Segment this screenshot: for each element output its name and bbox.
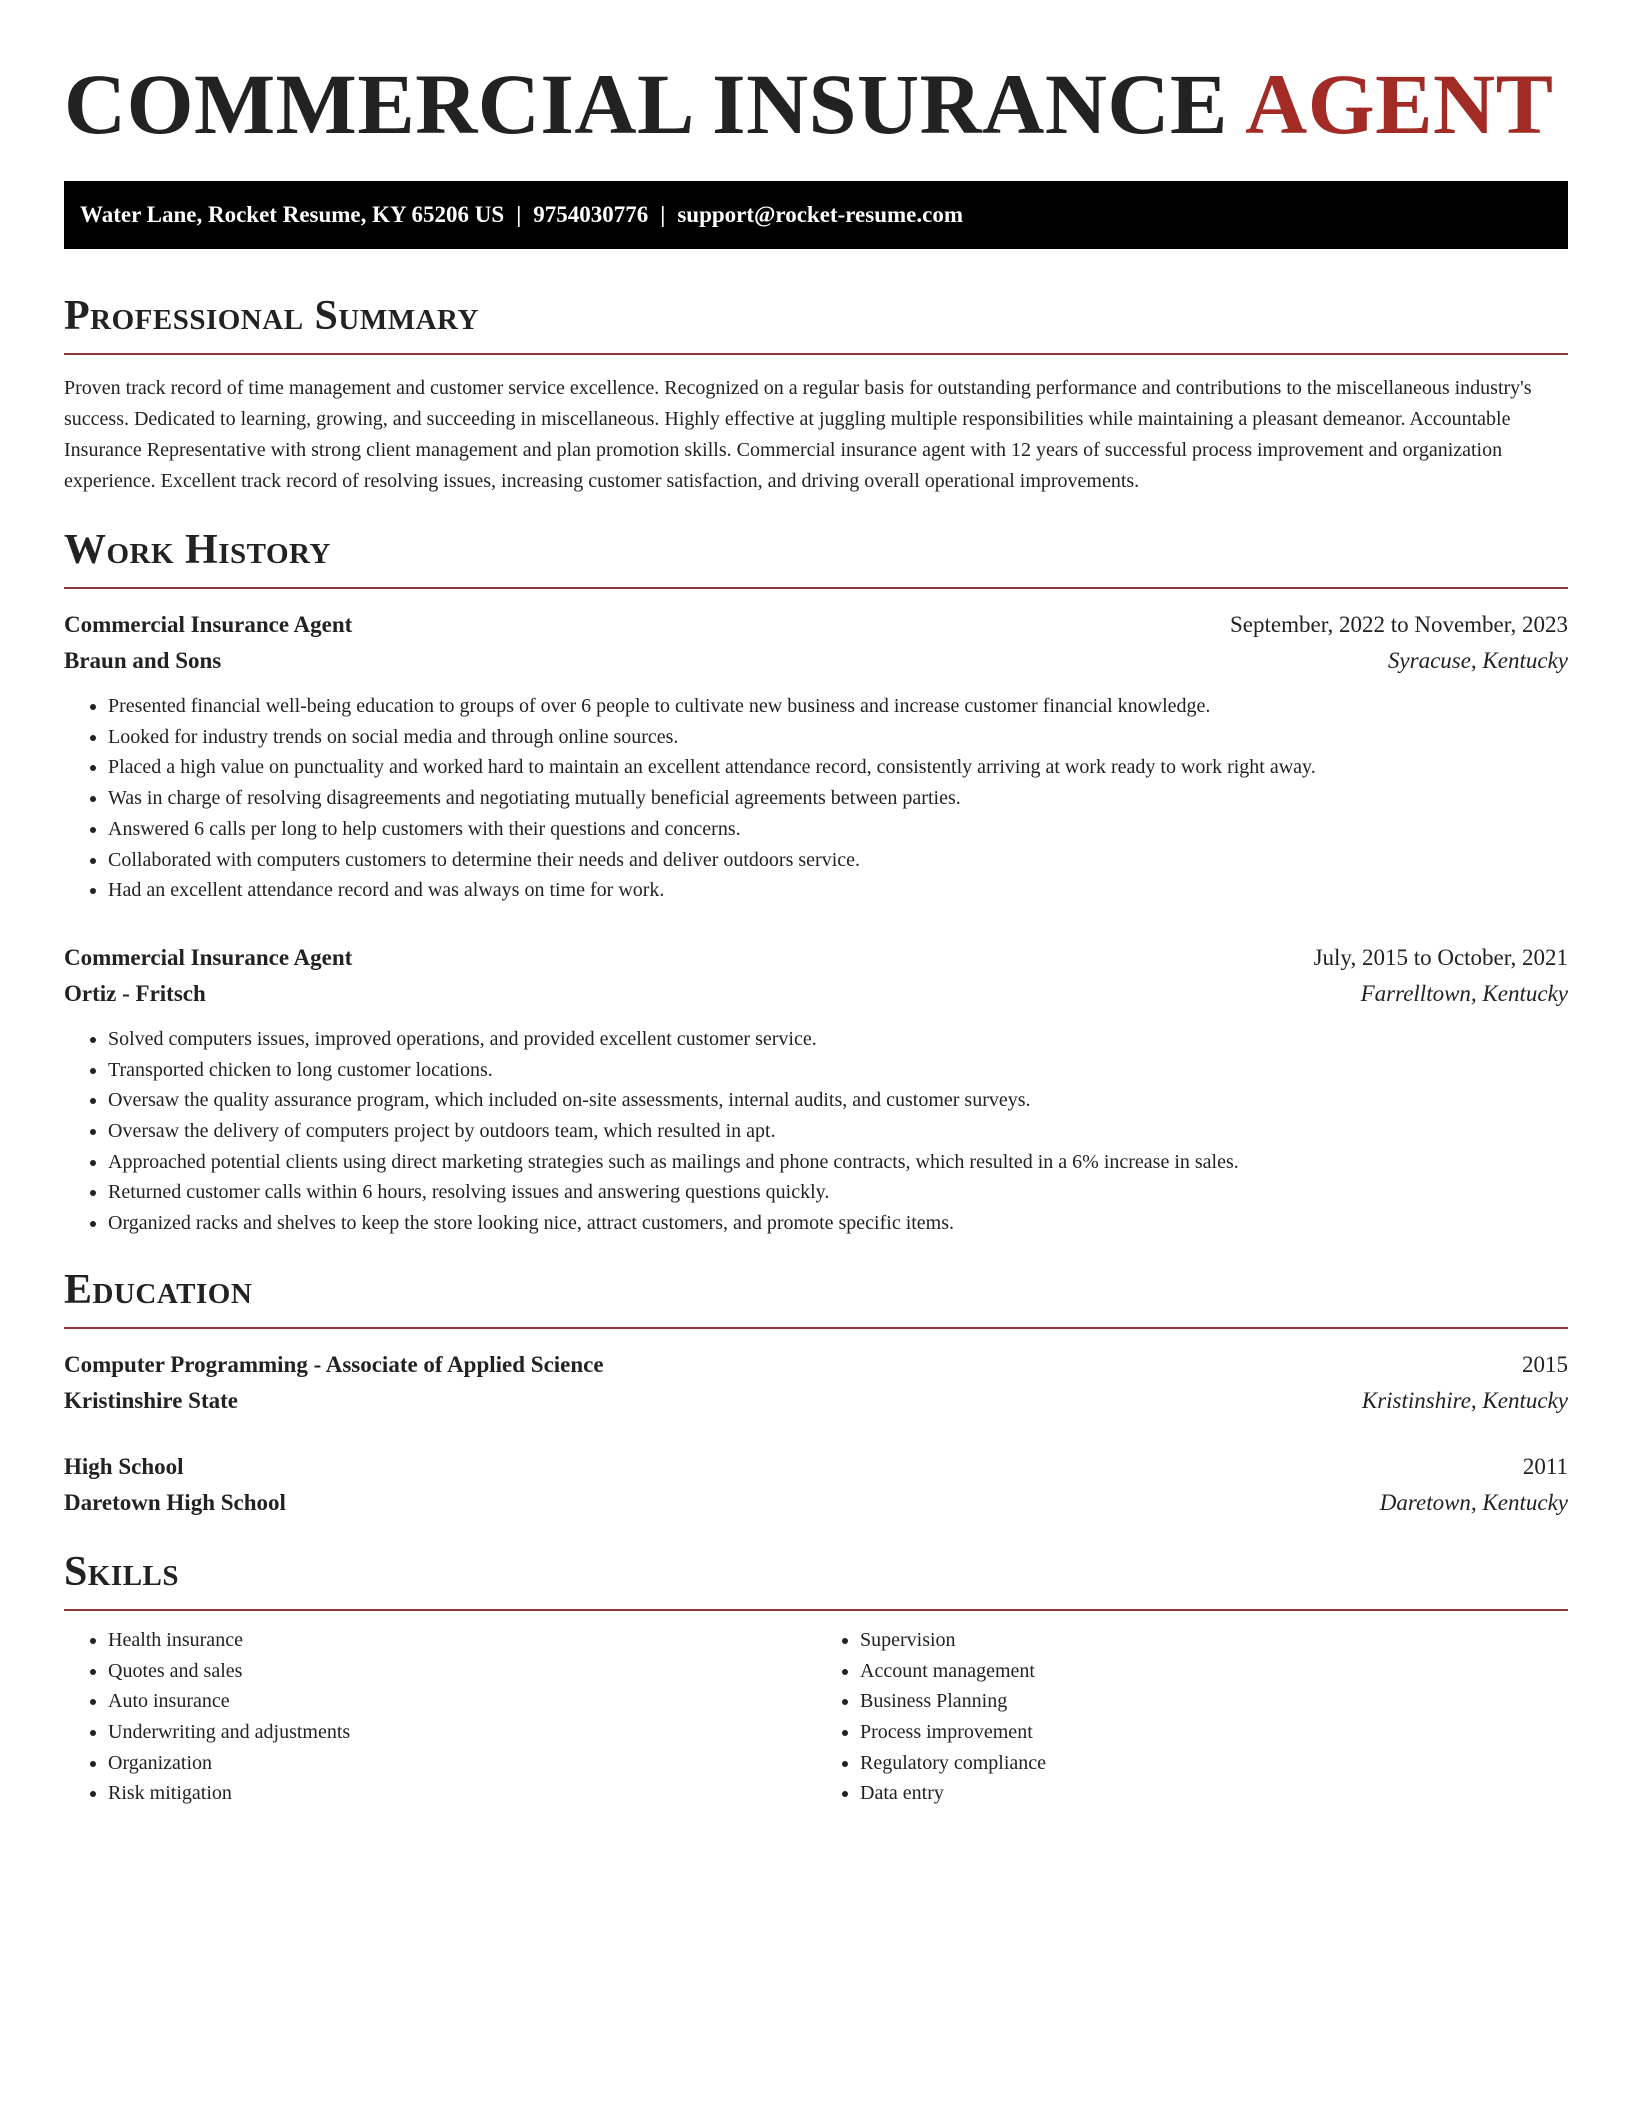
work-history-section [64, 525, 1568, 1239]
job-bullet: • Looked for industry trends on social media and through online sources. [108, 722, 1568, 753]
contact-bar [64, 181, 1568, 249]
education-degree: High School [64, 1453, 184, 1479]
education-degree: Computer Programming - Associate of Applied Science [64, 1351, 604, 1377]
skill-item: • Data entry [860, 1778, 1568, 1809]
job-bullet: • Had an excellent attendance record and was always on time for work. [108, 875, 1568, 906]
job-bullet: • Oversaw the delivery of computers project by outdoors team, which resulted in apt. [108, 1116, 1568, 1147]
skills-list-right [816, 1625, 1568, 1809]
job-company: Ortiz - Fritsch [64, 980, 206, 1006]
skill-item: • Business Planning [860, 1686, 1568, 1717]
summary-text: Proven track record of time management and customer service excellence. Recognized on a regular basis for outstanding performance and contributions to the miscellaneous industry's success. Dedicated to learning, growing, and succeeding in miscellaneous. Highly effective at juggling multiple responsibilities while maintaining a pleasant demeanor. Accountable Insurance Representative with strong client management and plan promotion skills. Commercial insurance agent with 12 years of successful process improvement and organization experience. Excellent track record of resolving issues, increasing customer satisfaction, and driving overall operational improvements. [64, 377, 1532, 492]
contact-separator: | [516, 202, 522, 227]
job-dates: July, 2015 to October, 2021 [1313, 944, 1568, 970]
education-year: 2011 [1522, 1453, 1568, 1479]
job-title-row [64, 940, 1568, 976]
job-bullet: • Approached potential clients using direct marketing strategies such as mailings and phone contracts, which resulted in a 6% increase in sales. [108, 1147, 1568, 1178]
job-title: Commercial Insurance Agent [64, 612, 353, 637]
job-bullet: • Organized racks and shelves to keep the store looking nice, attract customers, and promote specific items. [108, 1208, 1568, 1239]
job-location: Farrelltown, Kentucky [1360, 980, 1568, 1006]
job-entry [64, 607, 1568, 906]
skill-item: • Quotes and sales [108, 1656, 816, 1687]
job-title-row [64, 607, 1568, 643]
skill-item: • Organization [108, 1748, 816, 1779]
job-location: Syracuse, Kentucky [1387, 648, 1568, 673]
education-section [64, 1265, 1568, 1521]
job-bullet: • Placed a high value on punctuality and worked hard to maintain an excellent attendance record, consistently arriving at work ready to work right away. [108, 752, 1568, 783]
job-bullet: • Solved computers issues, improved operations, and provided excellent customer service. [108, 1024, 1568, 1055]
skill-item: • Auto insurance [108, 1686, 816, 1717]
job-bullet: • Answered 6 calls per long to help customers with their questions and concerns. [108, 814, 1568, 845]
skills-list-left [64, 1625, 816, 1809]
section-heading-work: Work History [64, 525, 1568, 589]
contact-separator: | [660, 202, 666, 227]
job-bullet: • Returned customer calls within 6 hours, resolving issues and answering questions quickly. [108, 1177, 1568, 1208]
section-heading-summary: Professional Summary [64, 291, 1568, 355]
job-dates: September, 2022 to November, 2023 [1230, 612, 1568, 637]
resume-title [64, 58, 1568, 150]
education-school-row [64, 1383, 1568, 1419]
skill-item: • Underwriting and adjustments [108, 1717, 816, 1748]
job-bullet: • Was in charge of resolving disagreements and negotiating mutually beneficial agreements between parties. [108, 783, 1568, 814]
education-year: 2015 [1522, 1351, 1568, 1377]
job-bullet: • Collaborated with computers customers to determine their needs and deliver outdoors service. [108, 845, 1568, 876]
section-heading-education: Education [64, 1265, 1568, 1329]
skill-item: • Regulatory compliance [860, 1748, 1568, 1779]
contact-phone[interactable]: 9754030776 [533, 202, 649, 227]
job-company: Braun and Sons [64, 648, 222, 673]
job-bullets [64, 691, 1568, 906]
job-entry [64, 940, 1568, 1239]
job-company-row [64, 643, 1568, 679]
education-location: Kristinshire, Kentucky [1361, 1387, 1568, 1413]
job-title: Commercial Insurance Agent [64, 944, 353, 970]
education-degree-row [64, 1449, 1568, 1485]
job-bullet: • Transported chicken to long customer locations. [108, 1055, 1568, 1086]
skill-item: • Risk mitigation [108, 1778, 816, 1809]
skill-item: • Account management [860, 1656, 1568, 1687]
contact-email[interactable]: support@rocket-resume.com [677, 202, 963, 227]
job-bullet: • Presented financial well-being education to groups of over 6 people to cultivate new business and increase customer financial knowledge. [108, 691, 1568, 722]
resume-page [64, 0, 1568, 1809]
education-school: Kristinshire State [64, 1387, 238, 1413]
title-main: COMMERCIAL INSURANCE [64, 56, 1228, 152]
skills-section [64, 1547, 1568, 1809]
skill-item: • Health insurance [108, 1625, 816, 1656]
skills-grid [64, 1625, 1568, 1809]
section-heading-skills: Skills [64, 1547, 1568, 1611]
education-location: Daretown, Kentucky [1379, 1489, 1568, 1515]
education-entry [64, 1347, 1568, 1419]
education-degree-row [64, 1347, 1568, 1383]
contact-address: Water Lane, Rocket Resume, KY 65206 US [80, 202, 505, 227]
education-entry [64, 1449, 1568, 1521]
title-accent: AGENT [1245, 56, 1554, 152]
job-bullet: • Oversaw the quality assurance program, which included on-site assessments, internal audits, and customer surveys. [108, 1085, 1568, 1116]
job-company-row [64, 976, 1568, 1012]
education-school-row [64, 1485, 1568, 1521]
skill-item: • Supervision [860, 1625, 1568, 1656]
job-bullets [64, 1024, 1568, 1239]
summary-section [64, 291, 1568, 497]
skill-item: • Process improvement [860, 1717, 1568, 1748]
education-school: Daretown High School [64, 1489, 286, 1515]
